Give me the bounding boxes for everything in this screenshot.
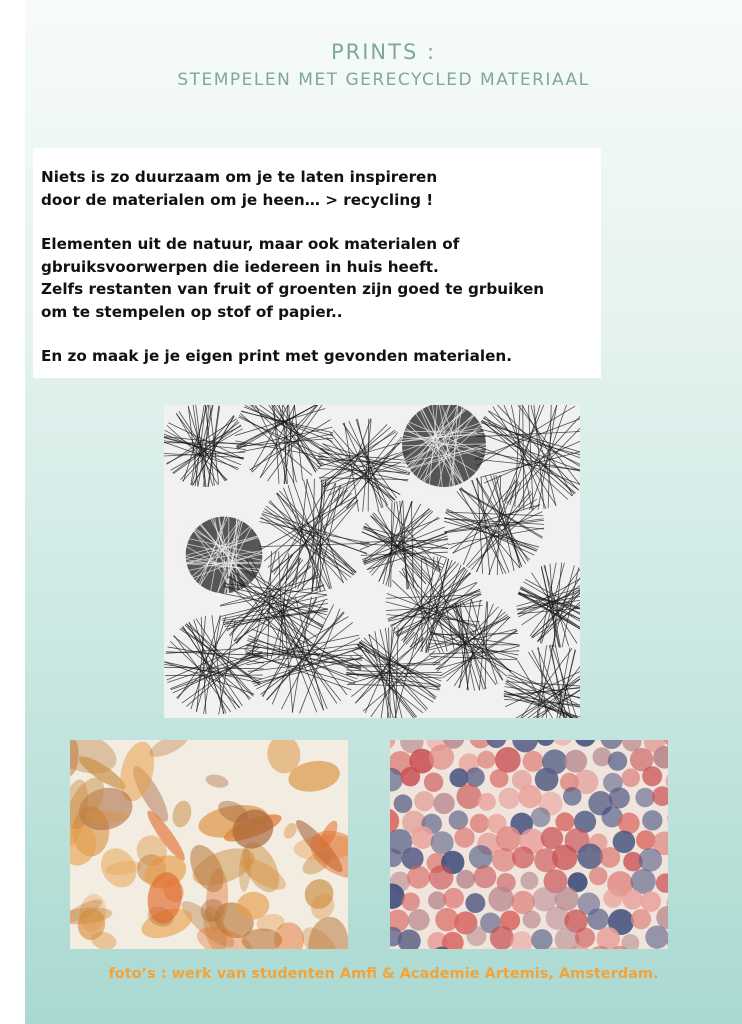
circle-stamp [603,888,623,908]
circle-stamp [635,788,654,807]
page-title: PRINTS : [330,40,437,64]
circle-stamp [518,785,541,808]
circle-stamp [577,843,602,868]
circle-stamp [414,791,434,811]
intro-paragraph-3 [41,345,601,368]
circle-stamp [449,810,468,829]
photo-caption: foto’s : werk van studenten Amfi & Academie Artemis, Amsterdam. [108,966,659,982]
circle-stamp [609,787,630,808]
circle-stamp [645,925,668,948]
intro-line: gbruiksvoorwerpen die iedereen in huis heeft. [41,257,439,276]
circle-stamp [520,872,538,890]
circle-stamp [456,870,475,889]
circle-stamp [511,931,533,949]
circle-stamp [639,848,663,872]
circle-stamp [429,865,454,890]
circle-stamp [523,911,541,929]
circle-stamp [466,926,486,946]
circle-stamp [608,752,627,771]
circle-stamp [478,793,496,811]
circle-stamp [631,909,651,929]
intro-line: door de materialen om je heen… > recycling ! [41,190,434,209]
circle-stamp [498,788,519,809]
circle-stamp [523,751,544,772]
circle-stamp [599,847,620,868]
circle-stamp [470,814,489,833]
circle-stamp [424,773,443,792]
circle-stamp [553,740,573,746]
circle-stamp [401,892,420,911]
circle-stamp [623,889,643,909]
circle-stamp [433,793,454,814]
circle-stamp [535,768,559,792]
circle-stamp [640,891,661,912]
circle-stamp [465,893,485,913]
circle-stamp [622,769,641,788]
circle-stamp [390,740,395,749]
stamp-burst [346,627,442,718]
leaf-blotch [204,772,229,789]
circle-stamp [636,830,656,850]
circle-stamp [512,846,534,868]
circle-stamp [589,867,607,885]
circle-stamp [531,929,552,949]
circle-stamp [442,932,464,949]
circle-stamp [474,865,497,888]
circle-stamp [496,826,521,851]
intro-line: En zo maak je je eigen print met gevonden materialen. [41,347,512,365]
circle-stamp [454,827,474,847]
stamp-burst [517,563,580,648]
circle-stamp [431,831,454,854]
circle-stamp [411,826,434,849]
circle-stamp [555,812,574,831]
stamp-burst [504,645,580,718]
circle-stamp [492,848,516,872]
stamp-burst [164,405,246,487]
intro-line: Elementen uit de natuur, maar ook materialen of [41,235,460,253]
circle-stamp [531,807,551,827]
intro-text-box [33,148,601,378]
photo-orange-leaf-print [70,740,348,949]
intro-line: Zelfs restanten van fruit of groenten zijn goed te grbuiken [41,280,545,298]
circle-stamp [490,769,509,788]
circle-stamp [652,786,668,806]
circle-stamp [495,747,521,773]
intro-paragraph-1 [41,166,601,211]
circle-stamp [552,845,578,871]
circle-stamp [407,866,430,889]
circle-stamp [477,751,495,769]
intro-paragraph-2 [41,233,601,323]
circle-stamp [536,740,555,746]
stamp-burst [474,405,580,510]
stamp-burst [444,475,544,575]
circle-stamp [443,888,464,909]
circle-stamp [564,750,587,773]
circle-stamp [642,766,662,786]
circle-stamp [488,886,513,911]
circle-stamp [401,767,421,787]
circle-stamp [469,845,493,869]
circle-stamp [563,787,582,806]
circle-stamp [656,873,668,892]
circle-stamp [456,784,481,809]
circle-stamp [490,926,514,949]
circle-stamp [428,891,446,909]
leaf-blotch [306,915,348,949]
stamp-burst [235,405,333,484]
page-subtitle: STEMPELEN MET GERECYCLED MATERIAAL [177,70,590,90]
circle-stamp [574,740,595,747]
intro-line: om te stempelen op stof of papier.. [41,302,343,321]
circle-stamp [408,909,430,931]
circle-stamp [642,810,662,830]
photo-circle-dots-print [390,740,668,949]
circle-stamp [486,740,506,748]
circle-stamp [429,745,454,770]
leaf-blotch [170,799,194,830]
intro-line: Niets is zo duurzaam om je te laten inspireren [41,168,438,186]
circle-stamp [394,794,413,813]
circle-stamp [587,908,609,930]
circle-stamp [575,927,595,947]
photo-black-white-stamp-print [164,405,580,718]
circle-stamp [667,807,668,830]
